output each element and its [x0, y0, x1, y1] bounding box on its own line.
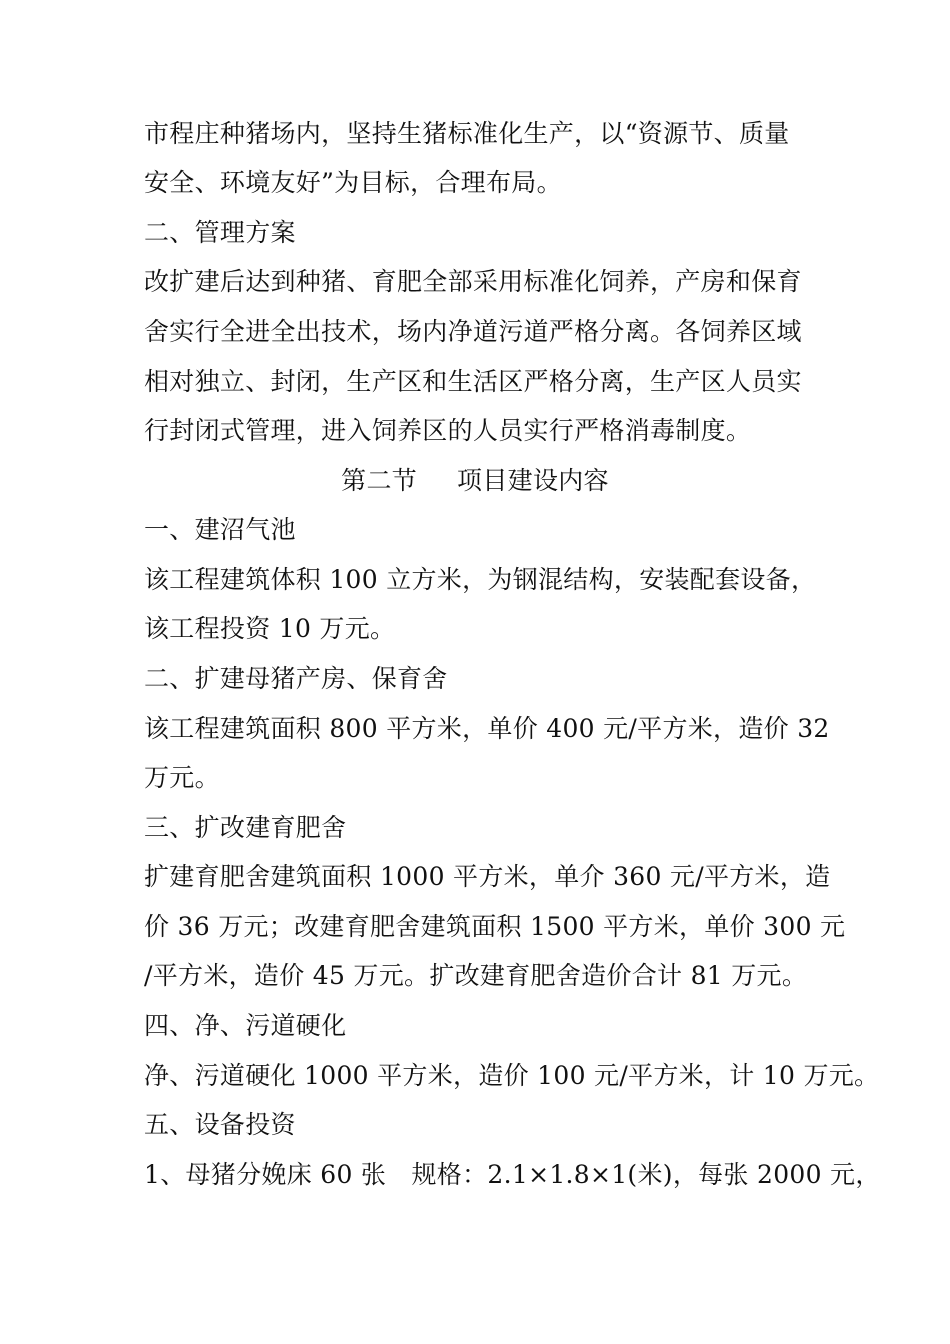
paragraph-line: 扩建育肥舍建筑面积 1000 平方米，单介 360 元/平方米，造	[144, 862, 831, 891]
paragraph-line: 该工程建筑体积 100 立方米，为钢混结构，安装配套设备，	[144, 565, 817, 594]
paragraph-line: 市程庄种猪场内，坚持生猪标准化生产，以“资源节、质量	[144, 119, 790, 148]
subheading-management-plan: 二、管理方案	[144, 218, 296, 247]
section-heading	[0, 461, 950, 501]
subheading-fattening-house: 三、扩改建育肥舍	[144, 813, 347, 842]
subheading-farrowing-house: 二、扩建母猪产房、保育舍	[144, 664, 448, 693]
paragraph-line: 净、污道硬化 1000 平方米，造价 100 元/平方米，计 10 万元。	[144, 1061, 880, 1090]
subheading-equipment: 五、设备投资	[144, 1110, 296, 1139]
section-title: 项目建设内容	[457, 466, 609, 495]
paragraph-line: 该工程投资 10 万元。	[144, 614, 396, 643]
subheading-biogas: 一、建沼气池	[144, 515, 296, 544]
paragraph-line: 万元。	[144, 763, 220, 792]
subheading-road-hardening: 四、净、污道硬化	[144, 1011, 347, 1040]
paragraph-line: 该工程建筑面积 800 平方米，单价 400 元/平方米，造价 32	[144, 714, 830, 743]
paragraph-line: 相对独立、封闭，生产区和生活区严格分离，生产区人员实	[144, 367, 802, 396]
paragraph-line: /平方米，造价 45 万元。扩改建育肥舍造价合计 81 万元。	[144, 961, 808, 990]
paragraph-line: 价 36 万元；改建育肥舍建筑面积 1500 平方米，单价 300 元	[144, 912, 846, 941]
paragraph-line: 1、母猪分娩床 60 张 规格：2.1×1.8×1(米)，每张 2000 元，	[144, 1160, 881, 1189]
paragraph-line: 安全、环境友好”为目标，合理布局。	[144, 168, 562, 197]
paragraph-line: 改扩建后达到种猪、育肥全部采用标准化饲养，产房和保育	[144, 267, 802, 296]
paragraph-line: 行封闭式管理，进入饲养区的人员实行严格消毒制度。	[144, 416, 752, 445]
section-number: 第二节	[341, 466, 418, 495]
paragraph-line: 舍实行全进全出技术，场内净道污道严格分离。各饲养区域	[144, 317, 802, 346]
